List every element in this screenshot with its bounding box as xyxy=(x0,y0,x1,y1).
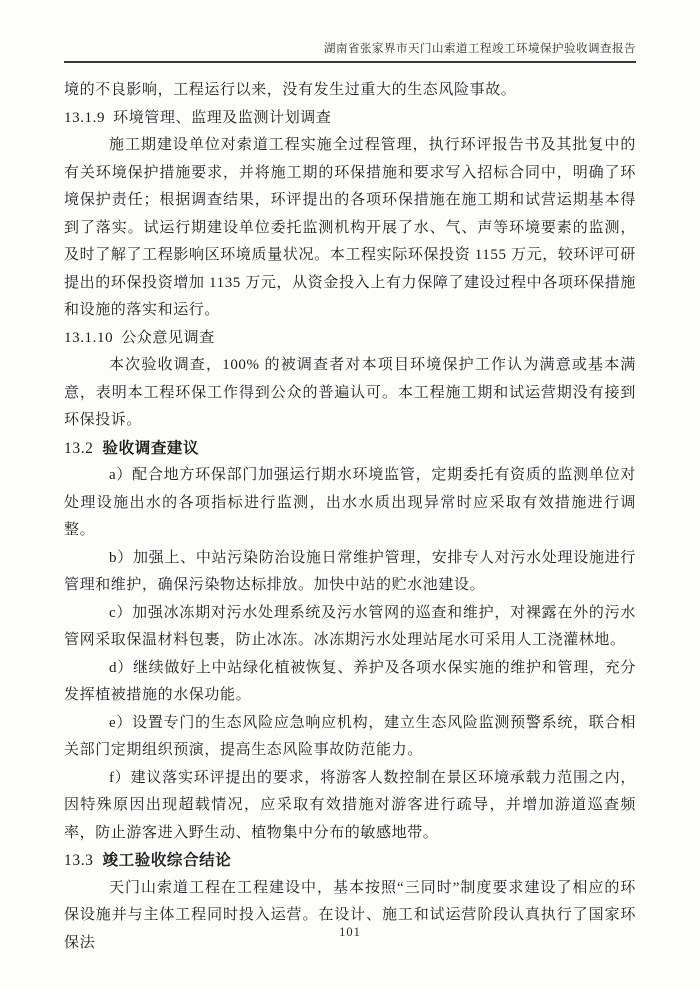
running-header-title: 湖南省张家界市天门山索道工程竣工环境保护验收调查报告 xyxy=(324,43,636,55)
suggestion-item-a: a）配合地方环保部门加强运行期水环境监管，定期委托有资质的监测单位对处理设施出水的各项指标进行监测，出水水质出现异常时应采取有效措施进行调整。 xyxy=(64,467,636,538)
chapter-number: 13.2 xyxy=(64,439,94,457)
chapter-heading-13-2 xyxy=(64,435,636,463)
suggestion-item-e: e）设置专门的生态风险应急响应机构，建立生态风险监测预警系统，联合相关部门定期组织预演，提高生态风险事故防范能力。 xyxy=(64,714,636,758)
section-title: 公众意见调查 xyxy=(121,329,215,346)
suggestion-item-b: b）加强上、中站污染防治设施日常维护管理，安排专人对污水处理设施进行管理和维护，确保污染物达标排放。加快中站的贮水池建设。 xyxy=(64,549,636,593)
page-number: 101 xyxy=(339,925,361,939)
chapter-heading-13-3 xyxy=(64,847,636,875)
section-title: 环境管理、监理及监测计划调查 xyxy=(113,109,332,126)
section-heading-13-1-9 xyxy=(64,105,636,133)
suggestion-item-c: c）加强冰冻期对污水处理系统及污水管网的巡查和维护，对裸露在外的污水管网采取保温材料包裹，防止冰冻。冰冻期污水处理站尾水可采用人工浇灌林地。 xyxy=(64,604,636,648)
section-number: 13.1.10 xyxy=(64,329,114,346)
chapter-number: 13.3 xyxy=(64,852,94,869)
para-continuation: 境的不良影响，工程运行以来，没有发生过重大的生态风险事故。 xyxy=(64,82,517,98)
page-content xyxy=(64,77,636,957)
para-env-management: 施工期建设单位对索道工程实施全过程管理，执行环评报告书及其批复中的有关环境保护措施要求，并将施工期的环保措施和要求写入招标合同中，明确了环境保护责任；根据调查结果，环评提出的各项环保措施在施工期和试营运期基本得到了落实。试运行期建设单位委托监测机构开展了水、气、声等环境要素的监测，及时了解了工程影响区环境质量状况。本工程实际环保投资 1155 万元，较环评可研提出的环保投资增加 1135 万元，从资金投入上有力保障了建设过程中各项环保措施和设施的落实和运行。 xyxy=(64,137,636,318)
chapter-title: 验收调查建议 xyxy=(102,439,200,457)
suggestion-item-d: d）继续做好上中站绿化植被恢复、养护及各项水保实施的维护和管理，充分发挥植被措施的水保功能。 xyxy=(64,659,636,703)
para-conclusion: 天门山索道工程在工程建设中，基本按照“三同时”制度要求建设了相应的环保设施并与主体工程同时投入运营。在设计、施工和试运营阶段认真执行了国家环保法 xyxy=(64,879,636,951)
header-rule xyxy=(64,61,636,63)
chapter-title: 竣工验收综合结论 xyxy=(102,852,232,869)
section-heading-13-1-10 xyxy=(64,325,636,353)
section-number: 13.1.9 xyxy=(64,109,106,126)
para-public-opinion: 本次验收调查，100% 的被调查者对本项目环境保护工作认为满意或基本满意，表明本工程环保工作得到公众的普遍认可。本工程施工期和试运营期没有接到环保投诉。 xyxy=(64,357,636,428)
suggestion-item-f: f）建议落实环评提出的要求，将游客人数控制在景区环境承载力范围之内，因特殊原因出现超载情况，应采取有效措施对游客进行疏导，并增加游道巡查频率，防止游客进入野生动、植物集中分布的敏感地带。 xyxy=(64,769,636,841)
